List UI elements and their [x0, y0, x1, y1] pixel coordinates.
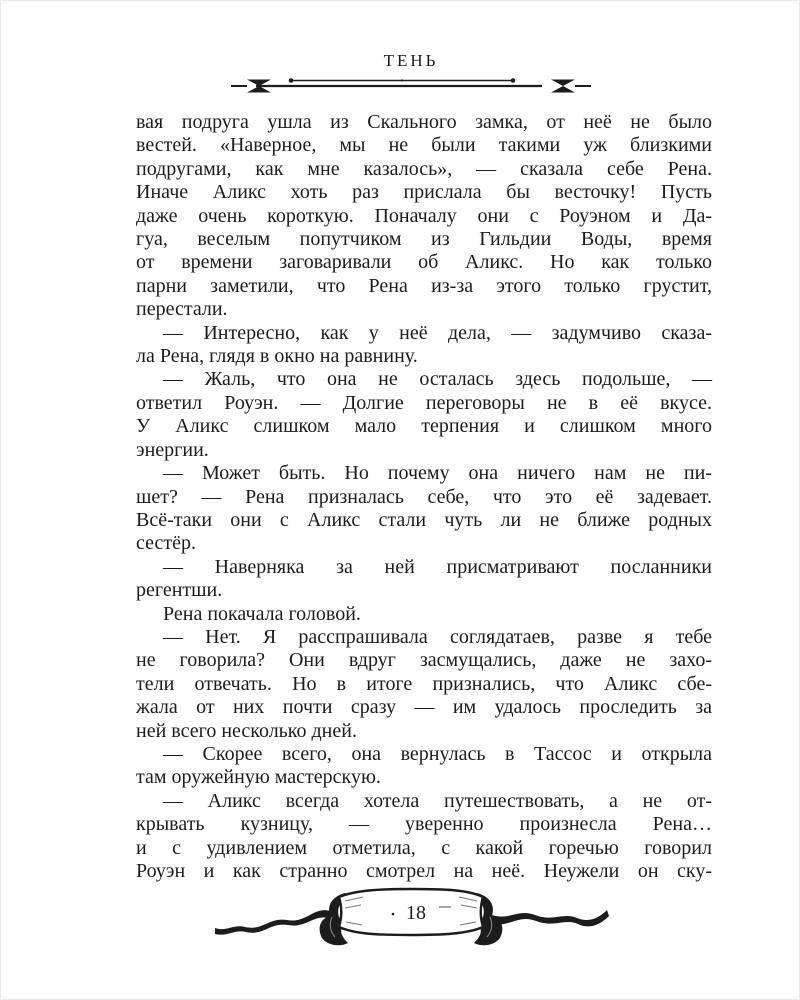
paragraph: [136, 790, 712, 884]
paragraph: [136, 462, 712, 556]
paragraph: [136, 368, 712, 462]
text-line: даже очень короткую. Поначалу они с Роуэном и Да-: [136, 204, 712, 227]
text-line: ответил Роуэн. — Долгие переговоры не в её вкусе.: [136, 391, 712, 414]
text-line: от времени заговаривали об Аликс. Но как только: [136, 251, 712, 274]
paragraph: [136, 626, 712, 743]
chapter-title: ТЕНЬ: [383, 51, 439, 70]
text-line: там оружейную мастерскую.: [136, 766, 381, 789]
text-line: вестей. «Наверное, мы не были такими уж близкими: [136, 134, 712, 157]
text-line: ней всего несколько дней.: [136, 719, 357, 742]
text-line: — Аликс всегда хотела путешествовать, а не от-: [163, 789, 712, 812]
text-line: сестёр.: [136, 532, 196, 555]
page-text: [136, 111, 712, 883]
text-line: перестали.: [136, 298, 228, 321]
text-line: У Аликс слишком мало терпения и слишком много: [136, 415, 712, 438]
paragraph: [136, 603, 712, 626]
text-line: шет? — Рена призналась себе, что это её задевает.: [136, 485, 712, 508]
text-line: не говорила? Они вдруг засмущались, даже не захо-: [136, 649, 712, 672]
page-number-ribbon-icon: [211, 884, 611, 962]
paragraph: [136, 556, 712, 603]
paragraph: [136, 743, 712, 790]
paragraph: [136, 322, 712, 369]
page-number: 18: [406, 902, 426, 924]
chapter-divider-ornament: [123, 74, 699, 94]
text-line: гуа, веселым попутчиком из Гильдии Воды, время: [136, 228, 712, 251]
text-line: энергии.: [136, 438, 209, 461]
text-line: жала от них почти сразу — им удалось проследить за: [136, 696, 712, 719]
text-line: вая подруга ушла из Скального замка, от неё не было: [136, 111, 712, 133]
text-line: тели отвечать. Но в итоге признались, что Аликс сбе-: [136, 672, 712, 695]
text-line: Иначе Аликс хоть раз прислала бы весточку! Пусть: [136, 181, 712, 204]
text-line: парни заметили, что Рена из-за этого только грустит,: [136, 274, 712, 297]
text-line: крывать кузницу, — уверенно произнесла Рена…: [136, 813, 712, 836]
text-line: ла Рена, глядя в окно на равнину.: [136, 345, 418, 368]
text-line: регентши.: [136, 579, 223, 602]
text-line: — Скорее всего, она вернулась в Тассос и открыла: [163, 742, 712, 765]
text-line: — Может быть. Но почему она ничего нам не пи-: [163, 462, 712, 485]
text-line: — Жаль, что она не осталась здесь подольше, —: [163, 368, 712, 391]
text-line: — Интересно, как у неё дела, — задумчиво сказа-: [163, 321, 712, 344]
text-line: и с удивлением отметила, с какой горечью говорил: [136, 836, 712, 859]
text-line: Роуэн и как странно смотрел на неё. Неужели он ску-: [136, 860, 712, 882]
text-line: — Наверняка за ней присматривают посланники: [163, 555, 712, 578]
paragraph: [136, 111, 712, 322]
text-line: — Нет. Я расспрашивала соглядатаев, разве я тебе: [163, 625, 712, 648]
text-line: Рена покачала головой.: [163, 602, 361, 625]
text-line: Всё-таки они с Аликс стали чуть ли не ближе родных: [136, 508, 712, 531]
text-line: подругами, как мне казалось», — сказала себе Рена.: [136, 157, 712, 180]
